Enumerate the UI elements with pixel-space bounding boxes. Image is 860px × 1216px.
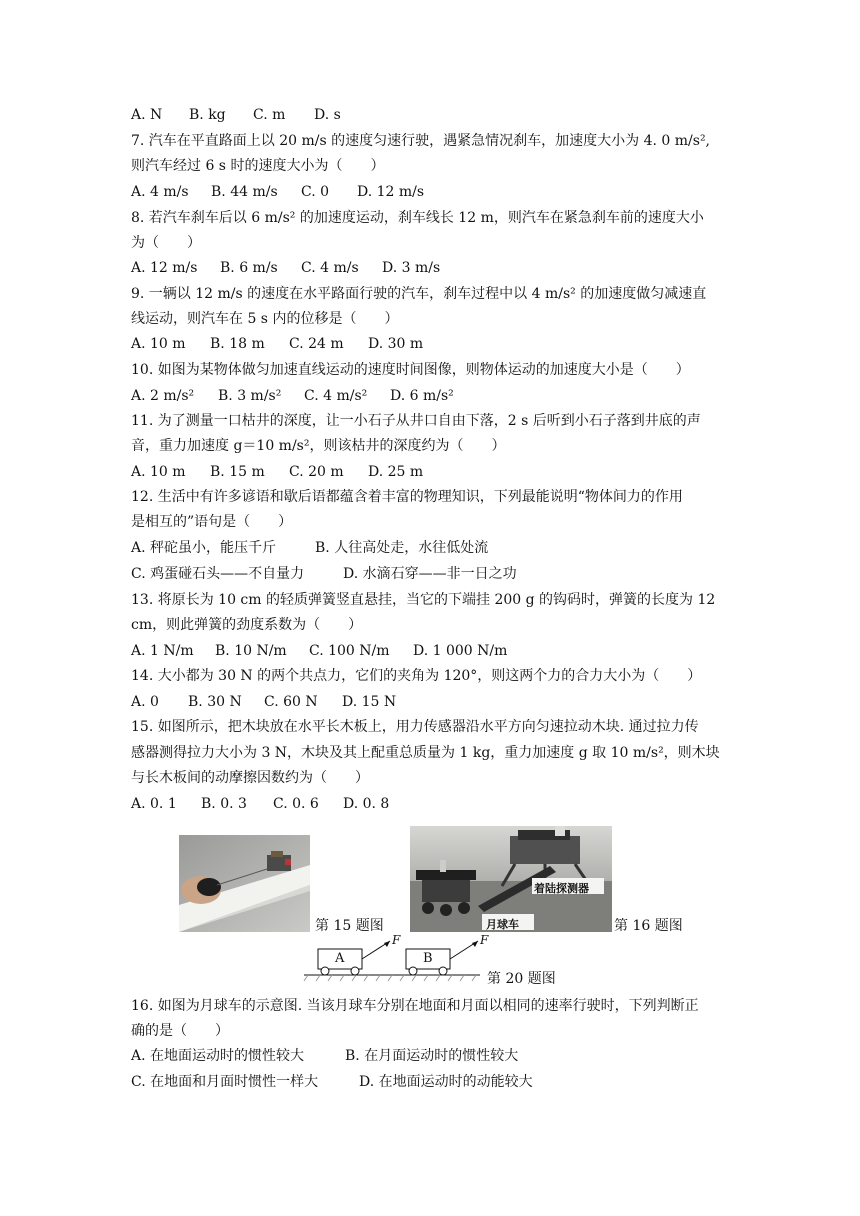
q11-option-c: C. 20 m xyxy=(289,464,344,480)
q11-option-a: A. 10 m xyxy=(131,464,186,480)
q12-stem-line2: 是相互的”语句是（ ） xyxy=(131,514,293,530)
q16-option-d: D. 在地面运动时的动能较大 xyxy=(359,1074,533,1090)
q13-option-a: A. 1 N/m xyxy=(131,643,194,659)
q16-option-b: B. 在月面运动时的惯性较大 xyxy=(345,1048,519,1064)
lander-label: 着陆探测器 xyxy=(534,882,589,895)
q10-option-a: A. 2 m/s² xyxy=(131,388,195,404)
figure-20-caption: 第 20 题图 xyxy=(487,971,556,987)
q15-option-a: A. 0. 1 xyxy=(131,796,177,812)
q15-stem-line2: 感器测得拉力大小为 3 N，木块及其上配重总质量为 1 kg，重力加速度 g 取 10 m/s²，则木块 xyxy=(131,745,720,761)
q10-option-c: C. 4 m/s² xyxy=(304,388,368,404)
q10-option-b: B. 3 m/s² xyxy=(218,388,282,404)
rover-label: 月球车 xyxy=(486,918,519,931)
q14-option-a: A. 0 xyxy=(131,694,159,710)
q7-option-d: D. 12 m/s xyxy=(357,184,425,200)
q6-option-a: A. N xyxy=(131,107,163,123)
cart-b-label: B xyxy=(423,951,433,966)
q15-stem-line3: 与长木板间的动摩擦因数约为（ ） xyxy=(131,770,369,786)
q6-option-c: C. m xyxy=(253,107,286,123)
q15-option-c: C. 0. 6 xyxy=(273,796,319,812)
q9-stem-line2: 线运动，则汽车在 5 s 内的位移是（ ） xyxy=(131,311,399,327)
q14-option-d: D. 15 N xyxy=(342,694,397,710)
q9-stem-line1: 9. 一辆以 12 m/s 的速度在水平路面行驶的汽车，刹车过程中以 4 m/s² 的加速度做匀减速直 xyxy=(131,286,707,302)
q13-stem-line2: cm，则此弹簧的劲度系数为（ ） xyxy=(131,617,363,633)
q7-stem-line1: 7. 汽车在平直路面上以 20 m/s 的速度匀速行驶，遇紧急情况刹车，加速度大小为 4. 0 m/s², xyxy=(131,133,711,149)
q8-option-b: B. 6 m/s xyxy=(220,260,278,276)
q6-option-d: D. s xyxy=(314,107,341,123)
q8-stem-line2: 为（ ） xyxy=(131,235,201,251)
figure-16-photo xyxy=(410,826,612,932)
q13-option-b: B. 10 N/m xyxy=(215,643,287,659)
q13-option-c: C. 100 N/m xyxy=(309,643,390,659)
q11-option-b: B. 15 m xyxy=(210,464,265,480)
q14-option-c: C. 60 N xyxy=(264,694,318,710)
q11-option-d: D. 25 m xyxy=(368,464,424,480)
q16-stem-line1: 16. 如图为月球车的示意图. 当该月球车分别在地面和月面以相同的速率行驶时，下列判断正 xyxy=(131,998,699,1014)
q16-option-a: A. 在地面运动时的惯性较大 xyxy=(131,1048,305,1064)
q10-option-d: D. 6 m/s² xyxy=(390,388,454,404)
q15-option-b: B. 0. 3 xyxy=(201,796,247,812)
q12-option-d: D. 水滴石穿——非一日之功 xyxy=(343,566,517,582)
figure-15-photo xyxy=(179,835,310,932)
force-f-label-a: F xyxy=(392,933,401,947)
q13-stem-line1: 13. 将原长为 10 cm 的轻质弹簧竖直悬挂，当它的下端挂 200 g 的钩码时，弹簧的长度为 12 xyxy=(131,592,716,608)
q15-stem-line1: 15. 如图所示，把木块放在水平长木板上，用力传感器沿水平方向匀速拉动木块. 通过拉力传 xyxy=(131,719,699,735)
q13-option-d: D. 1 000 N/m xyxy=(413,643,508,659)
q14-stem-line1: 14. 大小都为 30 N 的两个共点力，它们的夹角为 120°，则这两个力的合力大小为（ ） xyxy=(131,668,702,684)
figure-16-caption: 第 16 题图 xyxy=(614,918,683,934)
q11-stem-line1: 11. 为了测量一口枯井的深度，让一小石子从井口自由下落，2 s 后听到小石子落到井底的声 xyxy=(131,413,701,429)
figure-20-diagram xyxy=(300,933,489,983)
force-f-label-b: F xyxy=(480,933,489,947)
q7-option-a: A. 4 m/s xyxy=(131,184,189,200)
q12-stem-line1: 12. 生活中有许多谚语和歇后语都蕴含着丰富的物理知识，下列最能说明“物体间力的作用 xyxy=(131,489,683,505)
q16-option-c: C. 在地面和月面时惯性一样大 xyxy=(131,1074,319,1090)
q9-option-c: C. 24 m xyxy=(289,336,344,352)
q8-option-d: D. 3 m/s xyxy=(382,260,441,276)
q7-stem-line2: 则汽车经过 6 s 时的速度大小为（ ） xyxy=(131,158,385,174)
q6-option-b: B. kg xyxy=(189,107,226,123)
q7-option-b: B. 44 m/s xyxy=(211,184,278,200)
q12-option-a: A. 秤砣虽小，能压千斤 xyxy=(131,540,277,556)
q9-option-b: B. 18 m xyxy=(210,336,265,352)
q12-option-b: B. 人往高处走，水往低处流 xyxy=(315,540,489,556)
q9-option-d: D. 30 m xyxy=(368,336,424,352)
q9-option-a: A. 10 m xyxy=(131,336,186,352)
q8-option-c: C. 4 m/s xyxy=(301,260,359,276)
q11-stem-line2: 音，重力加速度 g＝10 m/s²，则该枯井的深度约为（ ） xyxy=(131,438,506,454)
q16-stem-line2: 确的是（ ） xyxy=(131,1023,229,1039)
cart-a-label: A xyxy=(335,951,345,966)
q14-option-b: B. 30 N xyxy=(188,694,242,710)
figure-15-caption: 第 15 题图 xyxy=(315,918,384,934)
q10-stem-line1: 10. 如图为某物体做匀加速直线运动的速度时间图像，则物体运动的加速度大小是（ ） xyxy=(131,362,690,378)
q8-stem-line1: 8. 若汽车刹车后以 6 m/s² 的加速度运动，刹车线长 12 m，则汽车在紧急刹车前的速度大小 xyxy=(131,210,704,226)
q15-option-d: D. 0. 8 xyxy=(343,796,390,812)
q12-option-c: C. 鸡蛋碰石头——不自量力 xyxy=(131,566,305,582)
q7-option-c: C. 0 xyxy=(301,184,330,200)
q8-option-a: A. 12 m/s xyxy=(131,260,198,276)
